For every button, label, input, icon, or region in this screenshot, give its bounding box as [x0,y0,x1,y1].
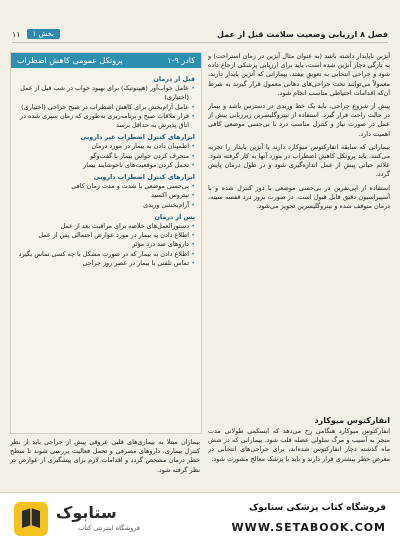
box-list-item: • اطلاع دادن به بیمار که در صورت مشکل با چه کسی تماس بگیرد [17,250,195,259]
right-column-text [208,52,390,437]
shop-url: WWW.SETABOOK.COM [231,521,386,534]
box-title-text: پروتکل عمومی کاهش اضطراب [17,56,123,65]
shop-name: فروشگاه کتاب پزشکی ستابوک [249,503,386,513]
paragraph: بیمارانی که سابقه انفارکتوس میوکارد دارند یا آنژین پایدار را تجربه می‌کنند، باید پروتکل کاهش اضطراب در مورد آنها به کار گرفته شود. علائم حیاتی پیش از عمل اندازه‌گیری شود و در طول درمان پایش گردد. [208,142,390,179]
box-number: کادر ۹-۱ [167,56,195,65]
logo-subtitle: فروشگاه اینترنتی کتاب [78,524,140,532]
box-group-heading: پس از درمان [154,212,195,221]
book-logo-icon [12,500,50,538]
myocardial-infarction-section [208,416,390,490]
box-list-item: • اطمینان دادن به بیمار در مورد درمان [17,142,195,151]
box-list-item: • دستورالعمل‌های خلاصه برای مراقبت بعد از عمل [17,222,195,231]
box-list-item: • عامل آرام‌بخش برای کاهش اضطراب در صبح جراحی (اختیاری) [17,103,195,112]
logo-text: ستابوک [56,503,117,522]
section-heading: انفارکتوس میوکارد [314,416,390,425]
box-list-item: • اطلاع دادن به بیمار در مورد عوارض احتمالی پس از عمل [17,231,195,240]
paragraph: استفاده از اپی‌نفرین در بی‌حسی موضعی با دوز کنترل شده و با آسپیراسیون دقیق قابل قبول است. در صورت بروز درد قفسه سینه، درمان متوقف شده و نیتروگلیسرین تجویز می‌شود. [208,183,390,211]
paragraph: بیماران مبتلا به بیماری‌های قلبی عروقی پیش از جراحی باید از نظر کنترل بیماری، داروهای مصرفی و تحمل فعالیت بررسی شوند تا سطح خطر درمان مشخص گردد و اقدامات لازم برای پیشگیری از عوارض در نظر گرفته شود. [10,438,200,474]
section-badge: بخش ۱ [27,29,60,39]
box-group-heading: قبل از درمان [153,75,195,83]
watermark-footer [0,492,400,545]
paragraph: پیش از شروع جراحی، باید یک خط وریدی در دسترس باشد و بیمار در حالت راحت قرار گیرد. استفاده از نیتروگلیسرین زیرزبانی پیش از عمل در صورت نیاز و کنترل مناسب درد با بی‌حسی موضعی کافی اهمیت دارد. [208,102,390,138]
box-list-item: • بی‌حسی موضعی با شدت و مدت زمان کافی [17,182,195,191]
box-group-heading: ابزارهای کنترل اضطراب دارویی [93,173,195,182]
box-list-item: • نیتروس اکسید [17,191,195,200]
box-group-heading: ابزارهای کنترل اضطراب غیر دارویی [80,133,195,142]
page-number: ۱۱ [12,29,21,39]
protocol-box-body [11,68,201,272]
shop-logo [12,500,142,538]
paragraph: آنژین ناپایدار داشته باشد (به عنوان مثال آنژین در زمان استراحت) و به تازگی دچار آنژین شده است، باید برای ارزیابی پزشکی ارجاع داده شود و جراحی انتخابی به تعویق بیفتد. بیمارانی که آنژین پایدار دارند، معمولاً می‌توانند تحت جراحی‌های دهانی معمول قرار گیرند به شرط آن‌که اقدامات احتیاطی مناسب انجام شود. [208,52,390,97]
box-list-item: • داروهای ضد درد مؤثر [17,240,195,249]
chapter-title: فصل ۸ ارزیابی وضعیت سلامت قبل از عمل [217,29,388,39]
protocol-box [10,52,202,434]
paragraph: انفارکتوس میوکارد هنگامی رخ می‌دهد که ایسکمی طولانی مدت منجر به آسیب و مرگ سلولی عضله قلب شود. بیمارانی که در شش ماه گذشته دچار انفارکتوس شده‌اند، برای جراحی‌های انتخابی در معرض خطر بیشتری قرار دارند و باید با پزشک معالج مشورت شود. [208,427,390,463]
box-list-item: • آرام‌بخشی وریدی [17,201,195,210]
box-list-item: • منحرف کردن حواس بیمار با گفت‌وگو [17,152,195,161]
page-header [12,26,388,43]
box-list-item: • قرار ملاقات صبح و برنامه‌ریزی به‌طوری که زمان سپری شده در اتاق پذیرش به حداقل برسد [17,112,195,130]
box-list-item: • تحمل کردن موقعیت‌های ناخوشایند بیمار [17,161,195,170]
bottom-left-text [10,438,200,490]
box-list-item: • تماس تلفنی با بیمار در عصر روز جراحی [17,259,195,268]
protocol-box-title [11,53,201,68]
header-section [12,29,60,39]
box-list-item: • عامل خواب‌آور (هیپنوتیک) برای بهبود خواب در شب قبل از عمل (اختیاری) [17,84,195,102]
